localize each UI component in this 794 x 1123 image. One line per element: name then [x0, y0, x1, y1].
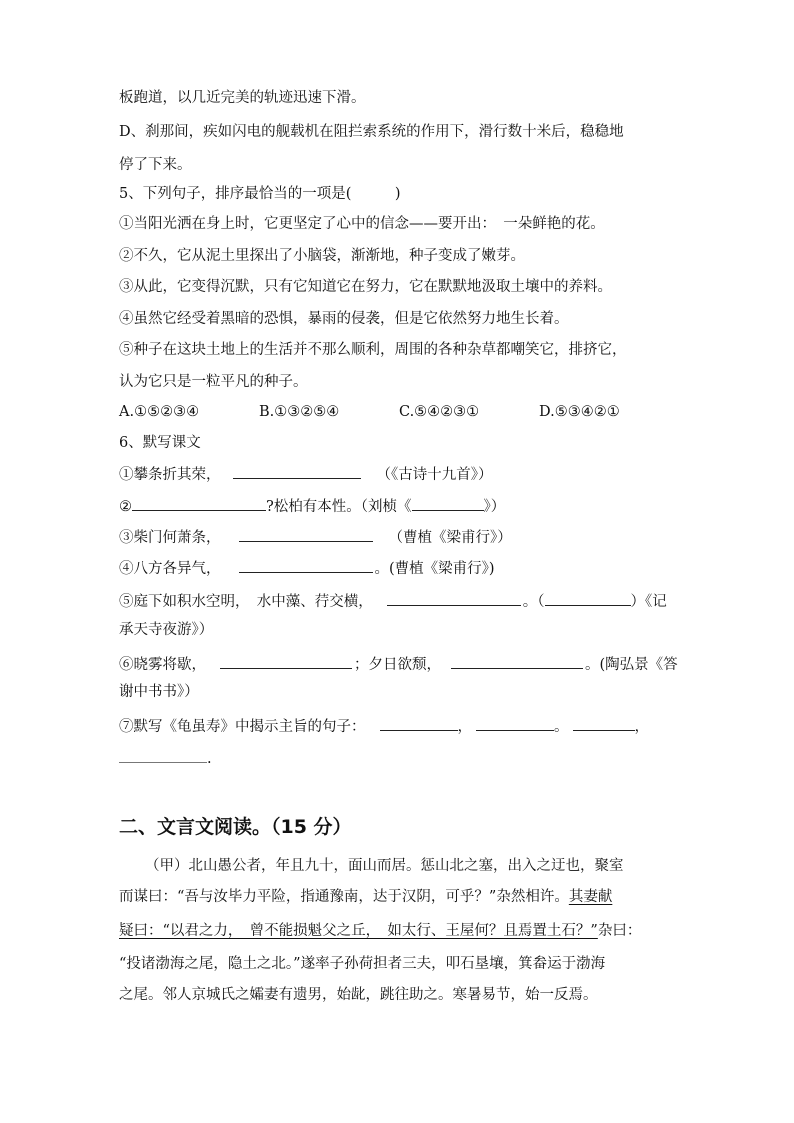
- q5-sentence-4: ④虽然它经受着黑暗的恐惧，暴雨的侵袭，但是它依然努力地生长着。: [119, 311, 569, 327]
- q5-option-d: D.⑤③④②①: [539, 404, 620, 420]
- answer-blank[interactable]: [573, 715, 635, 731]
- q6-item-7: ⑦默写《龟虽寿》中揭示主旨的句子： ， 。 ，: [119, 715, 649, 737]
- q6-item-5: ⑤庭下如积水空明， 水中藻、荇交横， 。（ ）《记: [119, 590, 667, 612]
- q5-option-a: A.①⑤②③④: [119, 404, 200, 420]
- q6-item-2: ② ?松柏有本性。（刘桢《 》）: [119, 495, 505, 517]
- answer-blank[interactable]: [412, 495, 484, 511]
- q6-item-5-cont: 承天寺夜游》）: [119, 622, 214, 638]
- q5-option-b: B.①③②⑤④: [259, 404, 340, 420]
- q5-sentence-5a: ⑤种子在这块土地上的生活并不那么顺利，周围的各种杂草都嘲笑它，排挤它，: [119, 342, 627, 358]
- q5-sentence-3: ③从此，它变得沉默，只有它知道它在努力，它在默默地汲取土壤中的养料。: [119, 279, 612, 295]
- q4-line: 板跑道，以几近完美的轨迹迅速下滑。: [119, 90, 366, 106]
- answer-blank[interactable]: [220, 653, 352, 669]
- q5-stem: 5、下列句子，排序最恰当的一项是( ): [119, 186, 401, 202]
- q4-option-d-line2: 停了下来。: [119, 157, 192, 173]
- answer-blank[interactable]: [233, 463, 361, 479]
- underlined-sentence: 疑曰：“以君之力， 曾不能损魁父之丘， 如太行、王屋何？且焉置土石？”: [119, 923, 598, 939]
- answer-blank[interactable]: [380, 715, 458, 731]
- answer-blank[interactable]: [451, 653, 583, 669]
- q5-sentence-2: ②不久，它从泥土里探出了小脑袋，渐渐地，种子变成了嫩芽。: [119, 248, 525, 264]
- section-heading: 二、文言文阅读。（15 分）: [119, 816, 352, 838]
- answer-blank[interactable]: [387, 590, 521, 606]
- q5-option-c: C.⑤④②③①: [399, 404, 480, 420]
- answer-blank[interactable]: [239, 557, 373, 573]
- answer-blank[interactable]: [545, 590, 631, 606]
- passage-line: “投诸渤海之尾，隐土之北。”遂率子孙荷担者三夫，叩石垦壤，箕畚运于渤海: [119, 956, 606, 972]
- q6-item-3: ③柴门何萧条， （曹植《梁甫行》）: [119, 526, 512, 548]
- q5-sentence-1: ①当阳光洒在身上时，它更坚定了心中的信念——要开出： 一朵鲜艳的花。: [119, 216, 605, 232]
- answer-blank[interactable]: [476, 715, 554, 731]
- q6-item-6: ⑥晓雾将歇， ；夕日欲颓， 。(陶弘景《答: [119, 653, 678, 675]
- answer-blank[interactable]: [119, 747, 207, 763]
- answer-blank[interactable]: [239, 526, 373, 542]
- answer-blank[interactable]: [132, 495, 266, 511]
- q6-item-6-cont: 谢中书书》）: [119, 684, 199, 700]
- q6-stem: 6、默写课文: [119, 435, 201, 451]
- q6-item-1: ①攀条折其荣， （《古诗十九首》）: [119, 463, 493, 485]
- passage-line: 之尾。邻人京城氏之孀妻有遗男，始龀，跳往助之。寒暑易节，始一反焉。: [119, 987, 598, 1003]
- q5-sentence-5b: 认为它只是一粒平凡的种子。: [119, 374, 308, 390]
- q4-option-d-line1: D、刹那间，疾如闪电的舰载机在阻拦索系统的作用下，滑行数十米后，稳稳地: [119, 124, 624, 140]
- passage-line: （甲）北山愚公者，年且九十，面山而居。惩山北之塞，出入之迂也，聚室: [145, 858, 624, 874]
- passage-line: 疑曰：“以君之力， 曾不能损魁父之丘， 如太行、王屋何？且焉置土石？”杂曰：: [119, 923, 642, 939]
- q6-item-7-cont: .: [119, 747, 212, 769]
- q6-item-4: ④八方各异气， 。(曹植《梁甫行》): [119, 557, 495, 579]
- q5-options: [119, 402, 620, 422]
- underlined-sentence: 其妻献: [568, 889, 613, 905]
- passage-line: 而谋曰：“吾与汝毕力平险，指通豫南，达于汉阴，可乎？”杂然相许。其妻献: [119, 889, 613, 905]
